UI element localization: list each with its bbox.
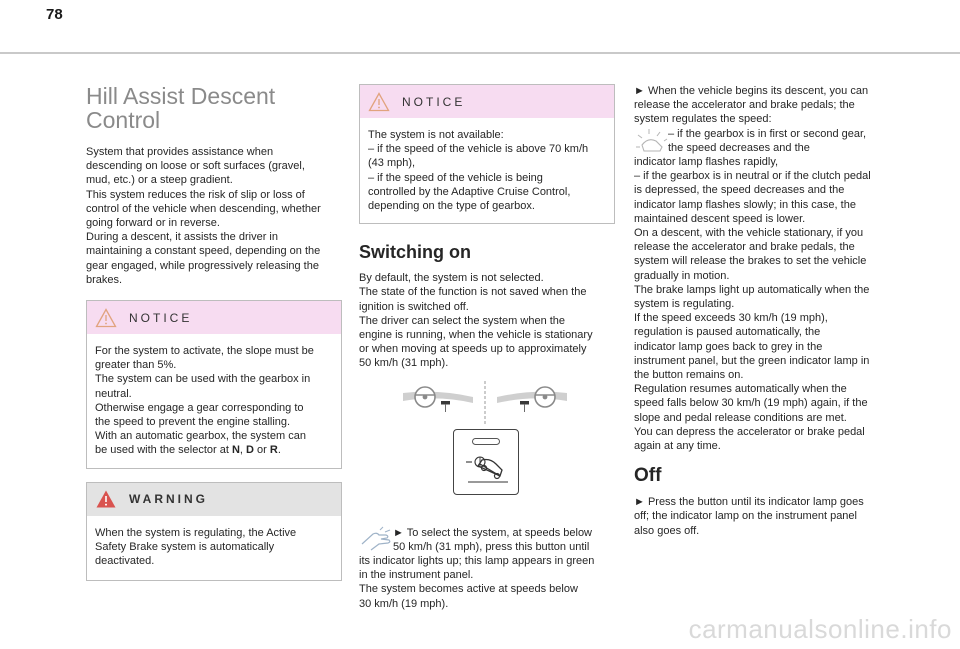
- warning-title: WARNING: [129, 492, 208, 507]
- descent-regulation-text: ► When the vehicle begins its descent, you can release the accelerator and brake pedals; the system regulates the speed: – if the gearbox is in first or second gear, the speed decreases and the indicator lamp flashes rapidly, – if the gearbox is in neutral or if the clutch pedal is depressed, the speed decreases and the indicator lamp flashes slowly; in this case, the maintained descent speed is lower. On a descent, with the vehicle stationary, if you release the accelerator and brake pedals, the system will release the brakes to set the vehicle gradually in motion. The brake lamps light up automatically when the system is regulating. If the speed exceeds 30 km/h (19 mph), regulation is paused automatically, the indicator lamp goes back to grey in the instrument panel, but the green indicator lamp in the button remains on. Regulation resumes automatically when the speed falls below 30 km/h (19 mph) again, if the slope and pedal release conditions are met. You can depress the accelerator or brake pedal again at any time.: [634, 85, 871, 453]
- notice-title: NOTICE: [129, 310, 193, 325]
- hill-descent-car-icon: [462, 452, 512, 488]
- left-column: [86, 84, 342, 581]
- warning-header: [87, 483, 341, 516]
- off-heading: Off: [634, 465, 662, 487]
- notice-triangle-icon: [95, 308, 117, 328]
- switching-on-heading: Switching on: [359, 242, 471, 263]
- middle-column: [359, 84, 615, 611]
- notice-triangle-icon: [368, 92, 390, 112]
- hand-press-icon: [359, 526, 393, 552]
- footer-watermark: carmanualsonline.info: [688, 614, 952, 644]
- button-indicator-lamp: [472, 438, 500, 445]
- right-column: [634, 84, 890, 538]
- switching-on-text: By default, the system is not selected. The state of the function is not saved when the ignition is switched off. The driver can select the system when the engine is running, when the vehicle is stationary or when moving at speeds up to approximately 50 km/h (31 mph).: [359, 272, 593, 370]
- notice-header: [360, 85, 614, 118]
- selector-line: be used with the selector at N, D or R.: [95, 444, 281, 457]
- flashing-lamp-icon: [634, 127, 668, 155]
- intro-text: System that provides assistance when descending on loose or soft surfaces (gravel, mud, etc.) or a steep gradient. This system reduces the risk of slip or loss of control of the vehicle when descending, whether going forward or in reverse. During a descent, it assists the driver in maintaining a constant speed, depending on the gear engaged, while progressively releasing the brakes.: [86, 146, 321, 286]
- page-number: 78: [46, 6, 63, 23]
- warning-triangle-icon: [95, 489, 117, 509]
- notice-box-activation: [86, 300, 342, 469]
- notice-title: NOTICE: [402, 94, 466, 109]
- notice-box-availability: [359, 84, 615, 224]
- figures: [359, 371, 615, 526]
- page-title: Hill Assist Descent Control: [86, 83, 276, 133]
- notice-body: The system is not available: – if the speed of the vehicle is above 70 km/h (43 mph), – if the speed of the vehicle is being controlled by the Adaptive Cruise Control, depending on the type of gearbox.: [368, 129, 589, 213]
- notice-header: [87, 301, 341, 334]
- warning-box: [86, 482, 342, 582]
- top-divider: [0, 52, 960, 54]
- warning-body: When the system is regulating, the Active Safety Brake system is automatically deactivated.: [95, 526, 297, 568]
- select-system-instruction: ► To select the system, at speeds below 50 km/h (31 mph), press this button until its indicator lights up; this lamp appears in green in the instrument panel. The system becomes active at speeds below 30 km/h (19 mph).: [359, 526, 595, 610]
- dashboard-location-icon: [397, 379, 573, 427]
- off-text: ► Press the button until its indicator lamp goes off; the indicator lamp on the instrument panel also goes off.: [634, 496, 864, 537]
- notice-body: For the system to activate, the slope must be greater than 5%. The system can be used with the gearbox in neutral. Otherwise engage a gear corresponding to the speed to prevent the engine stalling. With an automatic gearbox, the system can be used with the selector at N, D or R.: [87, 334, 341, 468]
- hill-descent-button-panel: [453, 429, 519, 495]
